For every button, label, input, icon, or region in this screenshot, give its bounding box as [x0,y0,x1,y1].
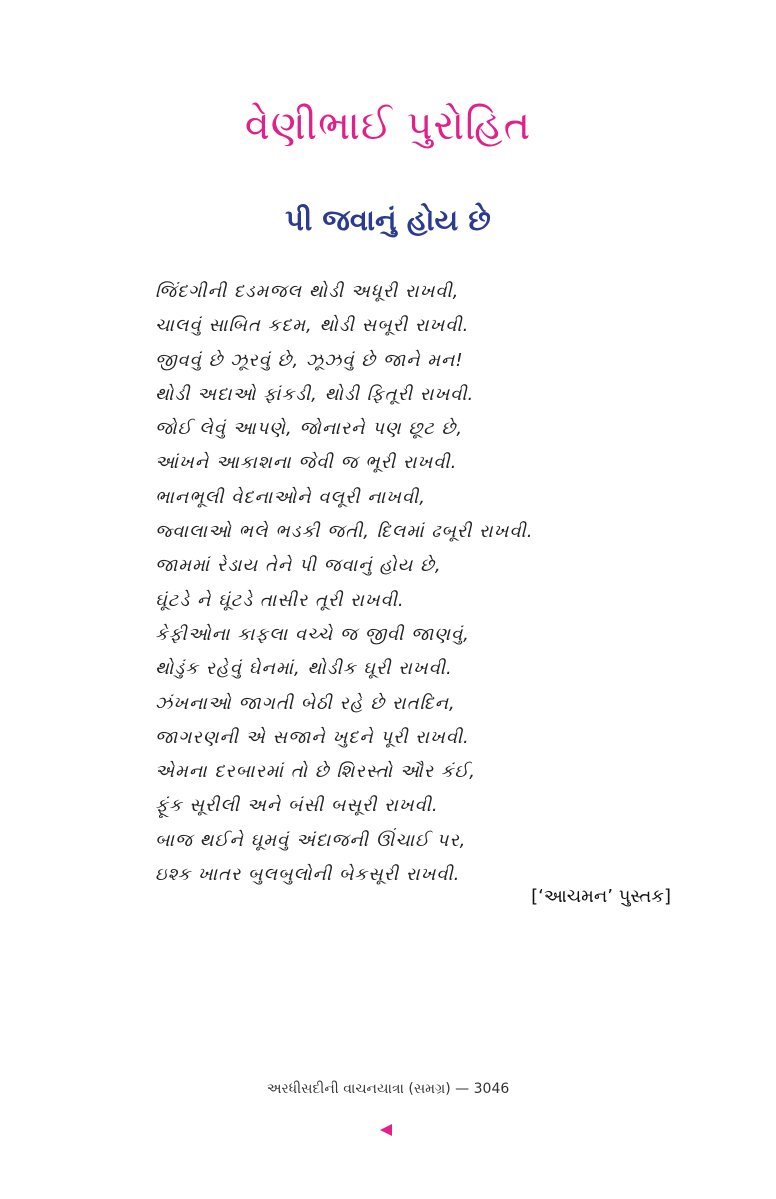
page-footer: અરધીસદીની વાચનયાત્રા (સમગ્ર) — 3046 [266,1081,510,1097]
poem-line: ફૂંક સૂરીલી અને બંસી બસૂરી રાખવી. [155,795,439,817]
poem-line: ચાલવું સાબિત કદમ, થોડી સબૂરી રાખવી. [155,315,470,337]
poem-line: જામમાં રેડાય તેને પી જવાનું હોય છે, [155,555,442,577]
poem-line: ઇશ્ક ખાતર બુલબુલોની બેકસૂરી રાખવી. [155,864,461,886]
poem-line: થોડુંક રહેવું ઘેનમાં, થોડીક ઘૂરી રાખવી. [155,658,453,680]
poem-line: ઝંખનાઓ જાગતી બેઠી રહે છે રાતદિન, [155,692,456,714]
poem-line: ભાનભૂલી વેદનાઓને વલૂરી નાખવી, [155,486,426,508]
poem-line: જીવવું છે ઝૂરવું છે, ઝૂઝવું છે જાને મન! [155,349,464,371]
poem-line: જિંદગીની દડમજલ થોડી અધૂરી રાખવી, [155,281,460,302]
poem-line: ઘૂંટડે ને ઘૂંટડે તાસીર તૂરી રાખવી. [155,589,405,611]
author-name: વેણીભાઈ પુરોહિત [244,103,532,149]
poem-line: એમના દરબારમાં તો છે શિરસ્તો ઔર કંઈ, [155,761,476,783]
poem-line: જોઈ લેવું આપણે, જોનારને પણ છૂટ છે, [155,418,464,440]
source-citation: [‘આચમન’ પુસ્તક] [531,886,671,907]
left-triangle-icon [380,1124,392,1136]
poem-line: જાગરણની એ સજાને ખુદને પૂરી રાખવી. [155,726,470,748]
poem-line: બાજ થઈને ઘૂમવું અંદાજની ઊંચાઈ પર, [155,829,467,851]
poem-line: આંખને આકાશના જેવી જ ભૂરી રાખવી. [155,452,458,474]
poem-line: થોડી અદાઓ ફાંકડી, થોડી ફિતૂરી રાખવી. [155,383,475,405]
poem-title: પી જવાનું હોય છે [285,203,491,237]
poem-line: કેફીઓના કાફલા વચ્ચે જ જીવી જાણવું, [155,623,470,645]
poem-line: જ્વાલાઓ ભલે ભડકી જતી, દિલમાં ઢબૂરી રાખવી. [155,521,534,543]
poem-body [155,275,625,892]
